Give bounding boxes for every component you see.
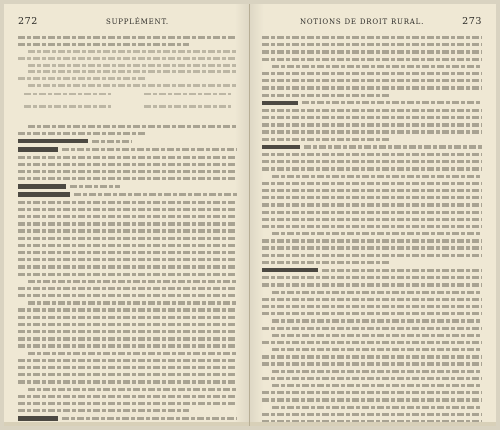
- text-line: [272, 232, 482, 235]
- text-line: [28, 388, 237, 391]
- section-heading: [18, 139, 237, 143]
- text-line: [262, 239, 482, 242]
- left-page: [4, 4, 250, 426]
- text-line: [262, 94, 390, 97]
- text-line: [144, 105, 231, 108]
- text-line: [18, 380, 237, 383]
- text-line: [262, 130, 482, 133]
- text-line: [144, 93, 231, 96]
- text-line: [18, 337, 237, 340]
- text-line: [18, 323, 237, 326]
- page-edge: [250, 422, 496, 426]
- text-line: [272, 384, 482, 387]
- page-edge: [4, 422, 249, 426]
- text-line: [18, 77, 145, 80]
- text-line: [262, 123, 482, 126]
- text-line: [272, 291, 482, 294]
- page-number: 272: [18, 16, 38, 27]
- text-line: [272, 334, 482, 337]
- text-line: [18, 373, 237, 376]
- text-line: [18, 215, 237, 218]
- text-line: [262, 211, 482, 214]
- text-line: [262, 58, 482, 61]
- text-line: [18, 251, 237, 254]
- section-heading: [262, 268, 482, 272]
- signature-row: [24, 93, 231, 96]
- text-line: [28, 50, 237, 53]
- text-line: [262, 298, 482, 301]
- section-heading: [18, 416, 237, 420]
- text-line: [262, 189, 482, 192]
- text-line: [18, 409, 189, 412]
- text-line: [28, 125, 237, 128]
- section-heading: [18, 184, 237, 188]
- text-line: [18, 229, 237, 232]
- text-line: [262, 254, 482, 257]
- text-line: [262, 72, 482, 75]
- text-line: [18, 359, 237, 362]
- text-line: [262, 109, 482, 112]
- running-title: NOTIONS DE DROIT RURAL.: [299, 18, 425, 26]
- text-line: [18, 273, 237, 276]
- text-line: [272, 319, 482, 322]
- text-line: [262, 79, 482, 82]
- running-head-right: [262, 16, 482, 27]
- text-line: [262, 36, 482, 39]
- text-line: [262, 391, 482, 394]
- text-line: [18, 36, 237, 39]
- text-line: [28, 352, 237, 355]
- text-line: [28, 280, 237, 283]
- page-number: 273: [462, 16, 482, 27]
- text-line: [262, 398, 482, 401]
- text-line: [18, 294, 237, 297]
- text-line: [18, 366, 237, 369]
- text-line: [18, 344, 237, 347]
- text-line: [28, 64, 237, 67]
- text-line: [18, 402, 237, 405]
- section-heading: [262, 145, 482, 149]
- right-page-body: [262, 36, 482, 426]
- text-line: [262, 413, 482, 416]
- text-line: [18, 132, 145, 135]
- right-page: [250, 4, 496, 426]
- text-line: [18, 163, 237, 166]
- text-line: [262, 341, 482, 344]
- left-page-body: [18, 36, 237, 426]
- text-line: [272, 175, 482, 178]
- section-heading: [262, 101, 482, 105]
- text-line: [18, 330, 237, 333]
- text-line: [262, 225, 482, 228]
- text-line: [272, 370, 482, 373]
- running-head-left: [18, 16, 237, 27]
- text-line: [18, 177, 237, 180]
- text-line: [262, 355, 482, 358]
- text-line: [18, 258, 237, 261]
- text-line: [18, 395, 237, 398]
- text-line: [272, 65, 482, 68]
- text-line: [262, 50, 482, 53]
- text-line: [262, 261, 390, 264]
- text-line: [18, 156, 237, 159]
- section-heading: [18, 147, 237, 151]
- text-line: [18, 57, 237, 60]
- text-line: [18, 237, 237, 240]
- text-line: [262, 182, 482, 185]
- text-line: [18, 308, 237, 311]
- text-line: [18, 244, 237, 247]
- text-line: [262, 362, 482, 365]
- text-line: [262, 283, 482, 286]
- text-line: [24, 105, 111, 108]
- gutter-shadow: [235, 4, 249, 426]
- text-line: [18, 316, 237, 319]
- running-title: SUPPLÉMENT.: [105, 18, 169, 26]
- text-line: [262, 218, 482, 221]
- text-line: [18, 208, 237, 211]
- text-line: [262, 138, 390, 141]
- text-line: [262, 305, 482, 308]
- text-line: [28, 70, 237, 73]
- text-line: [262, 43, 482, 46]
- text-line: [24, 93, 111, 96]
- text-line: [262, 246, 482, 249]
- section-heading: [18, 192, 237, 196]
- text-line: [262, 377, 482, 380]
- text-line: [28, 84, 237, 87]
- text-line: [262, 312, 482, 315]
- book-spread: [4, 4, 496, 426]
- text-line: [18, 222, 237, 225]
- text-line: [18, 170, 237, 173]
- text-line: [18, 265, 237, 268]
- text-line: [262, 327, 482, 330]
- text-line: [262, 276, 482, 279]
- signature-row: [24, 105, 231, 108]
- text-line: [28, 301, 237, 304]
- text-line: [262, 196, 482, 199]
- text-line: [262, 153, 482, 156]
- text-line: [18, 43, 189, 46]
- text-line: [262, 160, 482, 163]
- text-line: [262, 203, 482, 206]
- text-line: [262, 86, 482, 89]
- text-line: [18, 201, 237, 204]
- text-line: [262, 167, 482, 170]
- text-line: [262, 116, 482, 119]
- text-line: [272, 348, 482, 351]
- text-line: [272, 406, 482, 409]
- text-line: [18, 287, 237, 290]
